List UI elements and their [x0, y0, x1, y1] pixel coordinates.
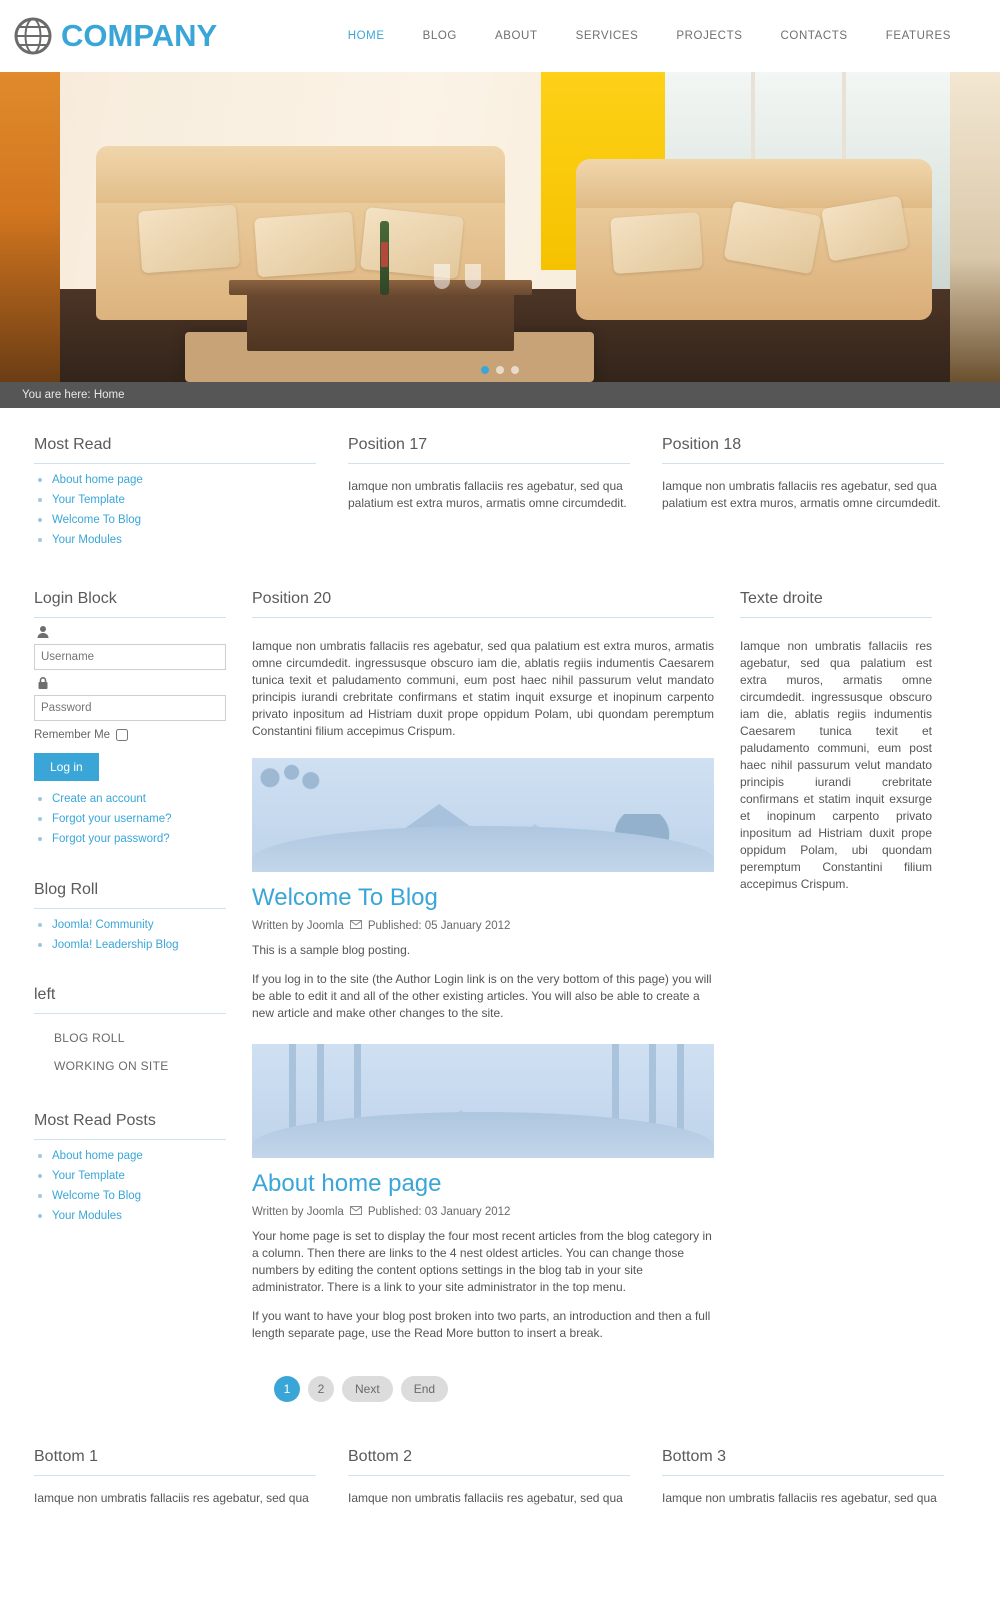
module-title-login: Login Block: [34, 590, 226, 618]
forgot-password-link[interactable]: Forgot your password?: [52, 832, 170, 845]
list-item: [52, 1208, 226, 1224]
module-bottom-2: [348, 1448, 630, 1519]
module-title-blog-roll: Blog Roll: [34, 881, 226, 909]
left-sidebar: [34, 590, 226, 1403]
mountain-landscape-image: [252, 758, 714, 872]
list-item: [52, 917, 226, 933]
bottom-modules-row: [34, 1402, 966, 1519]
hero-image: [60, 72, 950, 382]
hero-slideshow[interactable]: [0, 72, 1000, 382]
module-title-position-20: Position 20: [252, 590, 714, 618]
article-published: Published: 05 January 2012: [367, 919, 511, 932]
position-17-text: Iamque non umbratis fallaciis res agebatur, sed qua palatium est extra muros, armatis omne circumdedit.: [348, 479, 627, 511]
nav-item-services[interactable]: SERVICES: [575, 29, 639, 42]
list-item: [52, 937, 226, 953]
nav-item-blog[interactable]: BLOG: [422, 29, 457, 42]
blog-roll-list: [34, 917, 226, 953]
create-account-link[interactable]: Create an account: [52, 792, 146, 805]
list-item: [52, 831, 226, 847]
module-title-bottom-3: Bottom 3: [662, 1448, 944, 1476]
article-meta: [252, 920, 714, 932]
username-input[interactable]: [34, 644, 226, 670]
module-bottom-1: [34, 1448, 316, 1519]
most-read-link-3[interactable]: Welcome To Blog: [52, 513, 142, 526]
list-item[interactable]: WORKING ON SITE: [54, 1059, 169, 1074]
article-paragraph: If you log in to the site (the Author Login link is on the very bottom of this page) you will be able to edit it and all of the other existing articles. You will also be able to create a new article and make other changes to the site.: [252, 971, 712, 1021]
module-title-position-18: Position 18: [662, 436, 944, 464]
position-18-text: Iamque non umbratis fallaciis res agebatur, sed qua palatium est extra muros, armatis omne circumdedit.: [662, 479, 941, 511]
list-item: [52, 791, 226, 807]
main-content-row: [34, 552, 966, 1403]
bottom-2-text: Iamque non umbratis fallaciis res agebatur, sed qua: [348, 1491, 623, 1506]
nav-item-contacts[interactable]: CONTACTS: [780, 29, 848, 42]
nav-item-features[interactable]: FEATURES: [885, 29, 951, 42]
pagination-end[interactable]: End: [401, 1376, 448, 1402]
mrp-link-1[interactable]: About home page: [52, 1150, 143, 1163]
article-title[interactable]: About home page: [252, 1170, 442, 1198]
list-item: [52, 512, 316, 528]
module-title-left: left: [34, 986, 226, 1014]
blogroll-link-2[interactable]: Joomla! Leadership Blog: [52, 938, 179, 951]
most-read-link-4[interactable]: Your Modules: [52, 533, 122, 546]
nav-item-about[interactable]: ABOUT: [494, 29, 538, 42]
globe-icon: [14, 17, 52, 55]
module-title-most-read-posts: Most Read Posts: [34, 1112, 226, 1140]
module-title-most-read: Most Read: [34, 436, 316, 464]
mrp-link-4[interactable]: Your Modules: [52, 1210, 122, 1223]
remember-me-row[interactable]: [34, 729, 226, 741]
blogroll-link-1[interactable]: Joomla! Community: [52, 918, 154, 931]
article-title[interactable]: Welcome To Blog: [252, 883, 438, 911]
pagination: [274, 1376, 714, 1402]
user-icon: [36, 625, 226, 642]
pagination-page-2[interactable]: 2: [308, 1376, 334, 1402]
module-most-read: [34, 436, 316, 552]
left-module-list: [34, 1024, 226, 1080]
module-position-18: [662, 436, 944, 552]
lock-icon: [36, 676, 226, 693]
mrp-link-3[interactable]: Welcome To Blog: [52, 1190, 142, 1203]
module-title-bottom-2: Bottom 2: [348, 1448, 630, 1476]
article-paragraph: This is a sample blog posting.: [252, 942, 411, 957]
module-position-17: [348, 436, 630, 552]
remember-me-label: Remember Me: [34, 728, 111, 741]
breadcrumb: You are here: Home: [0, 382, 1000, 408]
password-input[interactable]: [34, 695, 226, 721]
top-modules-row: [34, 408, 966, 552]
logo-link[interactable]: [14, 17, 217, 55]
module-left: [34, 986, 226, 1080]
article-about-home-page: [252, 1044, 714, 1342]
module-most-read-posts: [34, 1112, 226, 1224]
nav-item-projects[interactable]: PROJECTS: [676, 29, 743, 42]
position-20-text: Iamque non umbratis fallaciis res agebatur, sed qua palatium est extra muros, armatis omne circumdedit. ingressusque obscuro iam die, ablatis regiis indumentis Caesarem tunica texit et paludamento communi, eum post haec nihil passurum velut mandato principis iurandi crebritate confirmans et statim inquit exsurge et inopinum carpento privato inpositum ad Histriam duxit prope oppidum Polam, ubi quondam peremptum Constantini filium accepimus Crispum.: [252, 638, 714, 738]
hero-dot-2[interactable]: [496, 366, 504, 374]
module-login-block: [34, 590, 226, 847]
list-item: [52, 1148, 226, 1164]
nav-item-home[interactable]: HOME: [347, 29, 385, 42]
hero-dot-3[interactable]: [511, 366, 519, 374]
article-meta: [252, 1206, 714, 1218]
list-item: [52, 811, 226, 827]
list-item: [52, 472, 316, 488]
article-paragraph: Your home page is set to display the four most recent articles from the blog category in a column. Then there are links to the 4 nest oldest articles. You can change those numbers by editing the content options settings in the blog tab in your site administrator. There is a link to your site administrator in the top menu.: [252, 1229, 712, 1295]
forgot-username-link[interactable]: Forgot your username?: [52, 812, 172, 825]
list-item: [52, 1188, 226, 1204]
list-item: [52, 1168, 226, 1184]
main-column: [252, 590, 714, 1403]
main-navigation: [329, 24, 970, 48]
module-bottom-3: [662, 1448, 944, 1519]
most-read-posts-list: [34, 1148, 226, 1224]
texte-droite-text: Iamque non umbratis fallaciis res agebatur, sed qua palatium est extra muros, armatis omne circumdedit. ingressusque obscuro iam die, ablatis regiis indumentis Caesarem tunica texit et paludamento communi, eum post haec nihil passurum velut mandato principis iurandi crebritate confirmans et statim inquit exsurge et inopinum carpento privato inpositum ad Histriam duxit prope oppidum Polam, ubi quondam peremptum Constantini filium accepimus Crispum.: [740, 638, 932, 892]
module-blog-roll: [34, 881, 226, 953]
mail-icon[interactable]: [350, 1206, 362, 1218]
list-item[interactable]: BLOG ROLL: [54, 1031, 125, 1046]
logo-text: COMPANY: [61, 17, 218, 53]
pagination-next[interactable]: Next: [342, 1376, 393, 1402]
bamboo-landscape-image: [252, 1044, 714, 1158]
hero-slide-dots[interactable]: [481, 366, 519, 374]
article-paragraph: If you want to have your blog post broken into two parts, an introduction and then a full length separate page, use the Read More button to insert a break.: [252, 1309, 711, 1341]
list-item: [52, 492, 316, 508]
article-author: Written by Joomla: [252, 919, 344, 932]
bottom-3-text: Iamque non umbratis fallaciis res agebatur, sed qua: [662, 1491, 937, 1506]
remember-me-checkbox[interactable]: [116, 729, 128, 741]
article-author: Written by Joomla: [252, 1206, 344, 1219]
most-read-link-2[interactable]: Your Template: [52, 493, 125, 506]
article-welcome-to-blog: [252, 758, 714, 1022]
mail-icon[interactable]: [350, 920, 362, 932]
module-title-bottom-1: Bottom 1: [34, 1448, 316, 1476]
right-sidebar: [740, 590, 932, 1403]
article-published: Published: 03 January 2012: [367, 1206, 511, 1219]
hero-dot-1[interactable]: [481, 366, 489, 374]
most-read-list: [34, 472, 316, 548]
module-title-position-17: Position 17: [348, 436, 630, 464]
most-read-link-1[interactable]: About home page: [52, 474, 143, 486]
login-button[interactable]: Log in: [34, 753, 99, 781]
mrp-link-2[interactable]: Your Template: [52, 1170, 125, 1183]
pagination-page-1[interactable]: 1: [274, 1376, 300, 1402]
list-item: [52, 532, 316, 548]
module-title-texte-droite: Texte droite: [740, 590, 932, 618]
login-links: [34, 791, 226, 847]
bottom-1-text: Iamque non umbratis fallaciis res agebatur, sed qua: [34, 1491, 309, 1506]
site-header: [0, 0, 1000, 72]
